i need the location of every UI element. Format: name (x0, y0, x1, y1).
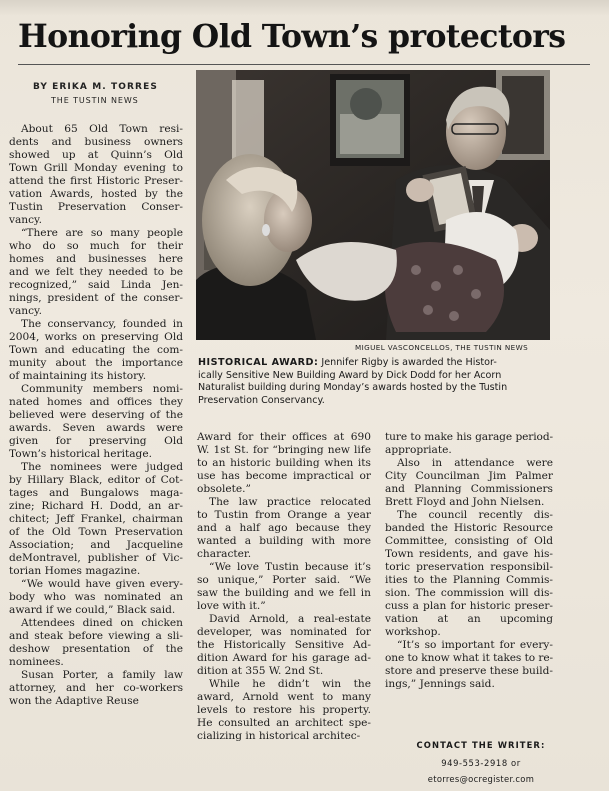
article-line: awards. Seven awards were (9, 422, 183, 434)
article-line: W. 1st St. for “bringing new life (197, 444, 371, 456)
article-column-3 (385, 431, 553, 691)
article-line: munity about the importance (9, 357, 183, 369)
article-line: toric preservation responsibil- (385, 561, 553, 573)
byline-source: THE TUSTIN NEWS (51, 96, 139, 105)
article-line: of the Old Town Preservation (9, 526, 183, 538)
caption-text: Jennifer Rigby is awarded the Histor- (318, 357, 497, 368)
article-line: levels to restore his property. (197, 704, 371, 716)
contact-title: CONTACT THE WRITER: (416, 740, 546, 750)
article-line: use has become impractical or (197, 470, 371, 482)
article-line: store and preserve these build- (385, 665, 553, 677)
article-line: 2004, works on preserving Old (9, 331, 183, 343)
article-line: award if we could,” Black said. (9, 604, 176, 616)
article-line: showed up at Quinn’s Old (9, 149, 183, 161)
article-line: love with it.” (197, 600, 266, 612)
article-line: and steak before viewing a sli- (9, 630, 183, 642)
article-line: zine; Richard H. Dodd, an ar- (9, 500, 183, 512)
contact-email[interactable]: etorres@ocregister.com (427, 774, 535, 784)
article-line: attorney, and her co-workers (9, 682, 183, 694)
article-line: to an historic building when its (197, 457, 371, 469)
article-line: cuss a plan for historic preser- (385, 600, 553, 612)
caption-line-4: Preservation Conservancy. (198, 394, 325, 406)
contact-box (406, 740, 556, 784)
article-line: He consulted an architect spe- (197, 717, 371, 729)
article-line: homes and businesses here (9, 253, 183, 265)
article-line: wanted a building with more (197, 535, 371, 547)
article-line: deshow presentation of the (9, 643, 183, 655)
caption-line-3: Naturalist building during Monday’s awards hosted by the Tustin (198, 382, 508, 394)
caption-label: HISTORICAL AWARD: (198, 357, 319, 368)
article-line: vation Awards, hosted by the (9, 188, 183, 200)
article-line: appropriate. (385, 444, 452, 456)
article-line: vancy. (9, 214, 43, 226)
article-line: chitect; Jeff Frankel, chairman (9, 513, 183, 525)
article-line: body who was nominated an (9, 591, 183, 603)
article-line: City Councilman Jim Palmer (385, 470, 553, 482)
article-line: who do so much for their (9, 240, 183, 252)
article-line: of maintaining its history. (9, 370, 147, 382)
article-line: recognized,” said Linda Jen- (9, 279, 183, 291)
article-line: developer, was nominated for (197, 626, 371, 638)
headline: Honoring Old Town’s protectors (18, 18, 566, 55)
article-line: Brett Floyd and John Nielsen. (385, 496, 545, 508)
article-line: “There are so many people (21, 227, 183, 239)
article-line: The council recently dis- (397, 509, 553, 521)
photo-credit: MIGUEL VASCONCELLOS, THE TUSTIN NEWS (355, 343, 529, 352)
article-line: and a half ago because they (197, 522, 371, 534)
photo-caption (198, 357, 554, 407)
article-line: Committee, consisting of Old (385, 535, 553, 547)
article-line: dents and business owners (9, 136, 183, 148)
article-line: Tustin Preservation Conser- (9, 201, 183, 213)
news-photo (196, 70, 550, 340)
article-line: attend the first Historic Preser- (9, 175, 183, 187)
article-line: sion. The commission will dis- (385, 587, 553, 599)
byline (33, 82, 158, 92)
article-line: “We love Tustin because it’s (209, 561, 371, 573)
article-line: dition Award for his garage ad- (197, 652, 371, 664)
article-line: Susan Porter, a family law (21, 669, 183, 681)
article-line: award, Arnold went to many (197, 691, 371, 703)
byline-prefix: BY (33, 82, 48, 92)
article-line: to Tustin from Orange a year (197, 509, 371, 521)
article-line: ities to the Planning Commis- (385, 574, 553, 586)
article-line: Town Grill Monday evening to (9, 162, 183, 174)
article-line: Community members nomi- (21, 383, 183, 395)
article-line: character. (197, 548, 252, 560)
article-line: the Historically Sensitive Ad- (197, 639, 371, 651)
article-line: torian Homes magazine. (9, 565, 141, 577)
author-name: ERIKA M. TORRES (52, 82, 158, 92)
article-line: The conservancy, founded in (21, 318, 183, 330)
article-line: “It’s so important for every- (397, 639, 553, 651)
article-line: given for preserving Old (9, 435, 183, 447)
article-line: Award for their offices at 690 (197, 431, 371, 443)
caption-line-2: ically Sensitive New Building Award by Dick Dodd for her Acorn (198, 369, 502, 381)
article-line: The nominees were judged (21, 461, 183, 473)
article-line: won the Adaptive Reuse (9, 695, 139, 707)
article-line: Town’s historical heritage. (9, 448, 152, 460)
article-column-1 (9, 123, 183, 708)
article-line: banded the Historic Resource (385, 522, 553, 534)
page-top-edge (0, 0, 609, 16)
article-line: While he didn’t win the (209, 678, 371, 690)
caption-line-1 (198, 357, 554, 370)
article-line: deMontravel, publisher of Vic- (9, 552, 183, 564)
article-line: “We would have given every- (21, 578, 183, 590)
article-line: nings, president of the conser- (9, 292, 183, 304)
article-column-2 (197, 431, 371, 743)
article-line: so unique,” Porter said. “We (197, 574, 371, 586)
article-line: Also in attendance were (397, 457, 553, 469)
article-line: dition at 355 W. 2nd St. (197, 665, 324, 677)
article-line: believed were deserving of the (9, 409, 183, 421)
article-line: vation at an upcoming (385, 613, 553, 625)
contact-phone: 949-553-2918 or (441, 758, 521, 768)
article-line: The law practice relocated (209, 496, 371, 508)
article-line: nated homes and offices they (9, 396, 183, 408)
headline-rule (18, 64, 590, 65)
photo-image (196, 70, 550, 340)
article-line: Town and educating the com- (9, 344, 183, 356)
article-line: Town residents, and gave his- (385, 548, 553, 560)
article-line: nominees. (9, 656, 64, 668)
article-line: one to know what it takes to re- (385, 652, 553, 664)
article-line: David Arnold, a real-estate (209, 613, 371, 625)
article-line: Attendees dined on chicken (21, 617, 183, 629)
article-line: by Hillary Black, editor of Cot- (9, 474, 183, 486)
article-line: and we felt they needed to be (9, 266, 183, 278)
article-line: workshop. (385, 626, 441, 638)
article-line: About 65 Old Town resi- (21, 123, 183, 135)
article-line: obsolete.” (197, 483, 251, 495)
article-line: ture to make his garage period- (385, 431, 553, 443)
article-line: ings,” Jennings said. (385, 678, 495, 690)
article-line: vancy. (9, 305, 43, 317)
article-line: cializing in historical architec- (197, 730, 361, 742)
article-line: and Planning Commissioners (385, 483, 553, 495)
article-line: saw the building and we fell in (197, 587, 371, 599)
article-line: Association; and Jacqueline (9, 539, 183, 551)
article-line: tages and Bungalows maga- (9, 487, 183, 499)
